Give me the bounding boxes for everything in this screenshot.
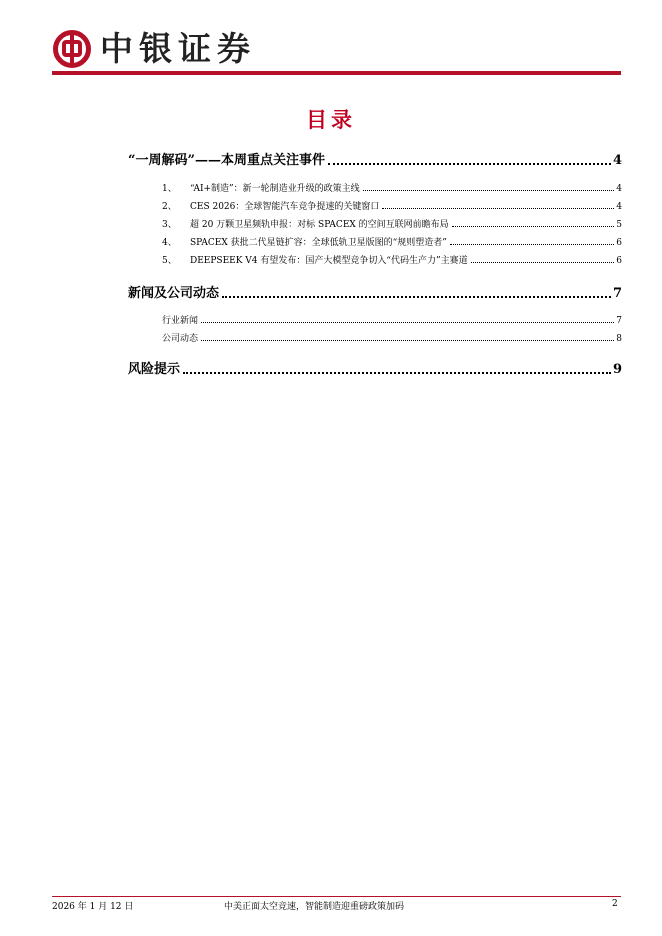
toc-entry-5[interactable]	[162, 253, 622, 266]
toc-entry-page: 5	[616, 220, 622, 230]
footer-page-number: 2	[612, 899, 618, 909]
toc-leader	[471, 262, 615, 263]
toc-leader	[452, 226, 615, 227]
toc-entry-label: SPACEX 获批二代星链扩容：全球低轨卫星版图的“规则塑造者”	[190, 238, 447, 248]
toc-entry-3[interactable]	[162, 217, 622, 230]
toc-entry-label: 新闻及公司动态	[128, 286, 220, 301]
toc-entry-4[interactable]	[162, 235, 622, 248]
bank-of-china-logo-icon	[52, 29, 92, 69]
toc-entry-label: 超 20 万颗卫星频轨申报：对标 SPACEX 的空间互联网前瞻布局	[190, 220, 449, 230]
toc-entry-page: 8	[616, 334, 622, 344]
toc-entry-news[interactable]	[128, 282, 622, 301]
toc-entry-number: 5、	[162, 256, 177, 266]
toc-leader	[450, 244, 614, 245]
toc-entry-number: 2、	[162, 202, 177, 212]
toc-entry-2[interactable]	[162, 199, 622, 212]
toc-entry-label: 行业新闻	[162, 316, 199, 326]
toc-title: 目录	[306, 107, 356, 132]
toc-entry-page: 6	[616, 256, 622, 266]
toc-entry-label: DEEPSEEK V4 有望发布：国产大模型竞争切入“代码生产力”主赛道	[190, 256, 468, 266]
toc-entry-page: 7	[612, 286, 622, 301]
toc-entry-label: “一周解码”——本周重点关注事件	[128, 153, 325, 168]
toc-entry-page: 9	[612, 362, 622, 377]
toc-leader	[328, 163, 611, 165]
toc-entry-weekly-decode[interactable]	[128, 149, 622, 168]
page-header	[52, 27, 621, 72]
toc-entry-number: 3、	[162, 220, 177, 230]
toc-entry-industry-news[interactable]	[162, 313, 622, 326]
toc-entry-number: 4、	[162, 238, 177, 248]
toc-leader	[183, 372, 611, 374]
footer-report-title: 中美正面太空竞速，智能制造迎重磅政策加码	[224, 902, 405, 912]
toc-entry-label: CES 2026：全球智能汽车竞争提速的关键窗口	[190, 202, 380, 212]
toc-leader	[363, 190, 615, 191]
toc-entry-company-news[interactable]	[162, 331, 622, 344]
toc-entry-page: 7	[616, 316, 622, 326]
toc-entry-risk[interactable]	[128, 358, 622, 377]
toc-entry-1[interactable]	[162, 181, 622, 194]
toc-leader	[201, 322, 614, 323]
toc-leader	[382, 208, 614, 209]
brand-name: 中银证券	[100, 29, 256, 68]
footer-date: 2026 年 1 月 12 日	[52, 902, 134, 912]
header-rule	[52, 71, 621, 75]
toc-leader	[201, 340, 614, 341]
toc-entry-page: 6	[616, 238, 622, 248]
toc-leader	[222, 296, 611, 298]
footer-rule	[52, 896, 621, 897]
toc-entry-label: “AI+制造”：新一轮制造业升级的政策主线	[190, 184, 360, 194]
toc-entry-number: 1、	[162, 184, 177, 194]
toc-entry-page: 4	[616, 184, 622, 194]
toc-entry-page: 4	[616, 202, 622, 212]
toc-entry-page: 4	[612, 153, 622, 168]
toc-entry-label: 风险提示	[128, 362, 181, 377]
toc-entry-label: 公司动态	[162, 334, 199, 344]
